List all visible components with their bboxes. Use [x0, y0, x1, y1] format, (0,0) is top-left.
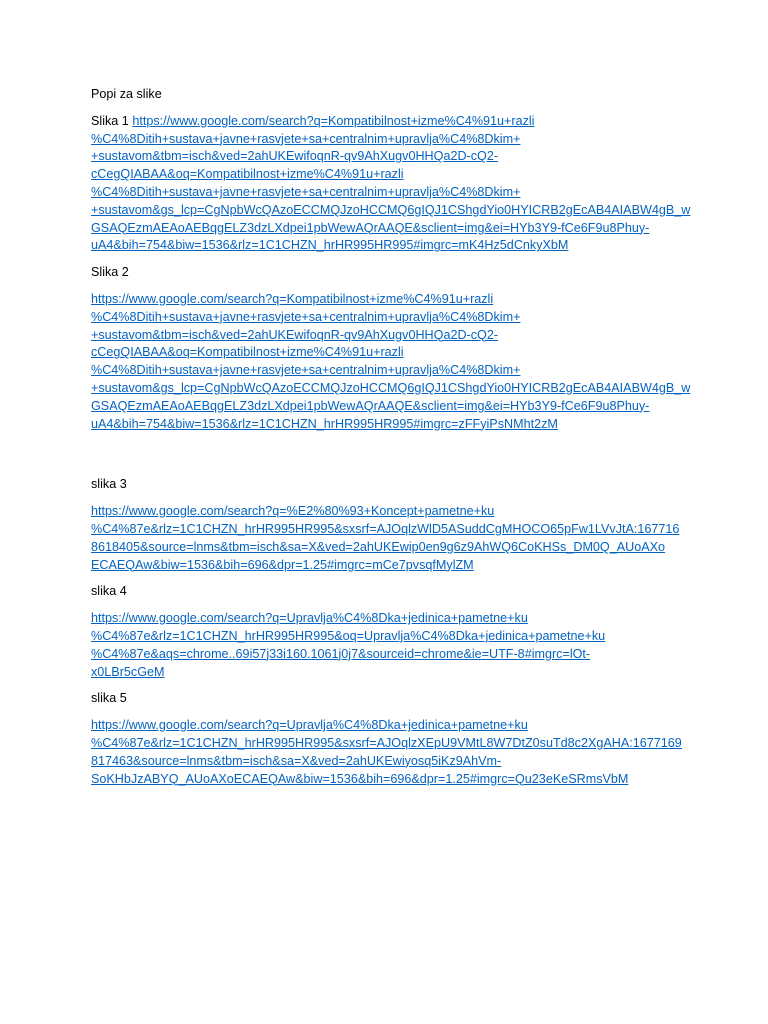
image-source-link[interactable]: cCegQIABAA&oq=Kompatibilnost+izme%C4%91u+razli [91, 167, 404, 182]
image-source-link[interactable]: %C4%8Ditih+sustava+javne+rasvjete+sa+centralnim+upravlja%C4%8Dkim+ [91, 309, 521, 324]
entry-label: Slika 1 [91, 113, 129, 128]
entry-slika-1 [91, 113, 691, 255]
entry-label: slika 5 [91, 691, 127, 706]
image-source-link[interactable]: SoKHbJzABYQ_AUoAXoECAEQAw&biw=1536&bih=696&dpr=1.25#imgrc=Qu23eKeSRmsVbM [91, 771, 629, 786]
document-page [91, 86, 691, 788]
empty-paragraph [91, 433, 679, 467]
image-source-link[interactable]: %C4%87e&rlz=1C1CHZN_hrHR995HR995&oq=Upravlja%C4%8Dka+jedinica+pametne+ku [91, 628, 606, 643]
image-source-link[interactable]: %C4%87e&rlz=1C1CHZN_hrHR995HR995&sxsrf=AJOqlzWlD5ASuddCgMHOCO65pFw1LVvJtA:167716 [91, 521, 680, 536]
entry-label: slika 3 [91, 477, 127, 492]
image-source-link[interactable]: x0LBr5cGeM [91, 664, 165, 679]
image-source-link[interactable]: %C4%8Ditih+sustava+javne+rasvjete+sa+centralnim+upravlja%C4%8Dkim+ [91, 184, 521, 199]
image-source-link[interactable]: GSAQEzmAEAoAEBqgELZ3dzLXdpei1pbWewAQrAAQE&sclient=img&ei=HYb3Y9-fCe6F9u8Phuy- [91, 220, 650, 235]
image-source-link[interactable]: %C4%87e&aqs=chrome..69i57j33i160.1061j0j7&sourceid=chrome&ie=UTF-8#imgrc=lOt- [91, 646, 591, 661]
document-title: Popi za slike [91, 87, 162, 101]
image-source-link[interactable]: 817463&source=lnms&tbm=isch&sa=X&ved=2ahUKEwiyosq5iKz9AhVm- [91, 753, 502, 768]
image-source-link[interactable]: https://www.google.com/search?q=Upravlja%C4%8Dka+jedinica+pametne+ku [91, 718, 528, 733]
entry-label: Slika 2 [91, 265, 129, 280]
image-source-link[interactable]: uA4&bih=754&biw=1536&rlz=1C1CHZN_hrHR995HR995#imgrc=mK4Hz5dCnkyXbM [91, 238, 569, 253]
image-source-link[interactable]: https://www.google.com/search?q=Kompatibilnost+izme%C4%91u+razli [132, 113, 535, 128]
image-source-link[interactable]: %C4%8Ditih+sustava+javne+rasvjete+sa+centralnim+upravlja%C4%8Dkim+ [91, 131, 521, 146]
image-source-link[interactable]: uA4&bih=754&biw=1536&rlz=1C1CHZN_hrHR995HR995#imgrc=zFFyiPsNMht2zM [91, 416, 558, 431]
entry-slika-3 [91, 503, 679, 574]
image-source-link[interactable]: +sustavom&tbm=isch&ved=2ahUKEwifoqnR-qv9AhXugv0HHQa2D-cQ2- [91, 149, 499, 164]
image-source-link[interactable]: +sustavom&tbm=isch&ved=2ahUKEwifoqnR-qv9AhXugv0HHQa2D-cQ2- [91, 327, 499, 342]
image-source-link[interactable]: 8618405&source=lnms&tbm=isch&sa=X&ved=2ahUKEwip0en9g6z9AhWQ6CoKHSs_DM0Q_AUoAXo [91, 539, 666, 554]
image-source-link[interactable]: ECAEQAw&biw=1536&bih=696&dpr=1.25#imgrc=mCe7pvsqfMylZM [91, 557, 474, 572]
entry-slika-4 [91, 610, 679, 681]
image-source-link[interactable]: https://www.google.com/search?q=Kompatibilnost+izme%C4%91u+razli [91, 291, 494, 306]
image-source-link[interactable]: GSAQEzmAEAoAEBqgELZ3dzLXdpei1pbWewAQrAAQE&sclient=img&ei=HYb3Y9-fCe6F9u8Phuy- [91, 398, 650, 413]
entry-slika-5 [91, 717, 682, 788]
image-source-link[interactable]: https://www.google.com/search?q=%E2%80%93+Koncept+pametne+ku [91, 504, 495, 519]
image-source-link[interactable]: +sustavom&gs_lcp=CgNpbWcQAzoECCMQJzoHCCMQ6gIQJ1CShgdYio0HYICRB2gEcAB4AIABW4gB_w [91, 202, 691, 217]
entry-slika-2 [91, 291, 691, 433]
image-source-link[interactable]: %C4%87e&rlz=1C1CHZN_hrHR995HR995&sxsrf=AJOqlzXEpU9VMtL8W7DtZ0suTd8c2XgAHA:1677169 [91, 735, 682, 750]
image-source-link[interactable]: cCegQIABAA&oq=Kompatibilnost+izme%C4%91u+razli [91, 345, 404, 360]
image-source-link[interactable]: https://www.google.com/search?q=Upravlja%C4%8Dka+jedinica+pametne+ku [91, 611, 528, 626]
image-source-link[interactable]: %C4%8Ditih+sustava+javne+rasvjete+sa+centralnim+upravlja%C4%8Dkim+ [91, 363, 521, 378]
image-source-link[interactable]: +sustavom&gs_lcp=CgNpbWcQAzoECCMQJzoHCCMQ6gIQJ1CShgdYio0HYICRB2gEcAB4AIABW4gB_w [91, 380, 691, 395]
entry-label: slika 4 [91, 584, 127, 599]
